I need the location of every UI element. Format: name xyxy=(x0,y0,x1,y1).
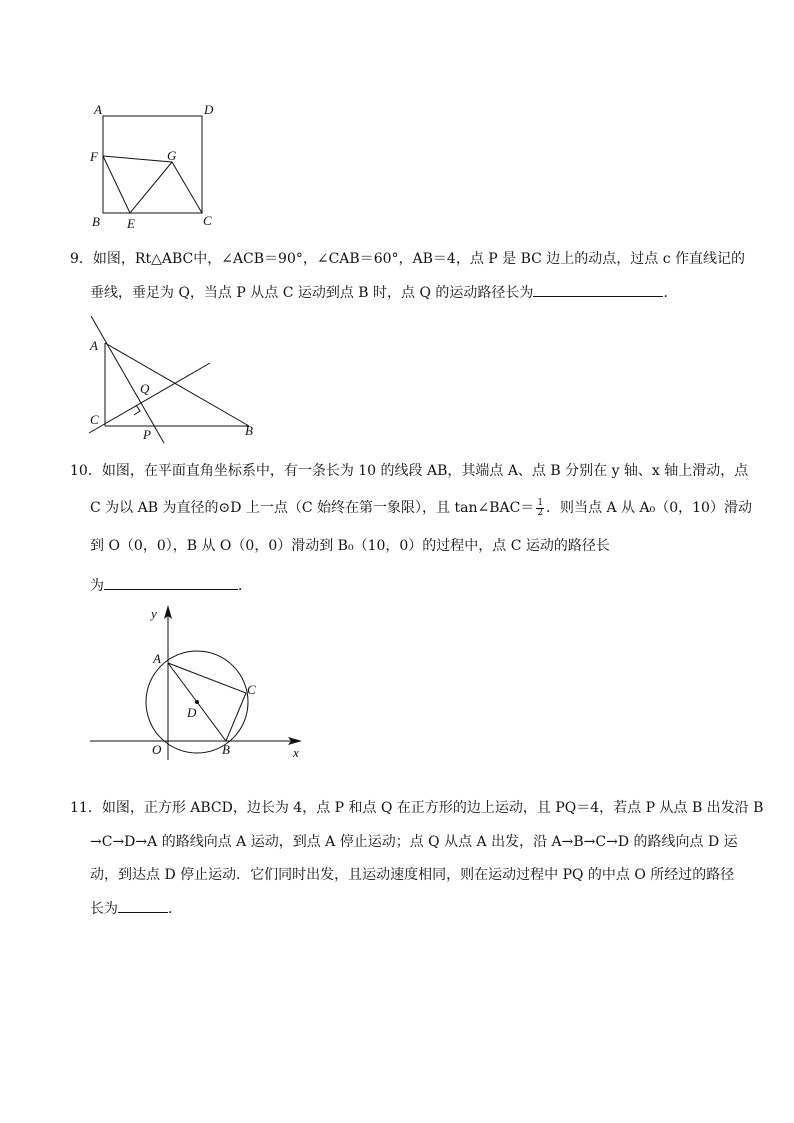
label-y: y xyxy=(151,606,157,621)
label-a: A xyxy=(94,102,102,117)
q10-line-4 xyxy=(90,575,252,596)
q9-line-2-text: 垂线，垂足为 Q，当点 P 从点 C 运动到点 B 时，点 Q 的运动路径长为 xyxy=(90,285,534,301)
q10-line-2-pre: C 为以 AB 为直径的⊙D 上一点（C 始终在第一象限），且 tan∠BAC＝ xyxy=(90,500,535,516)
figure-q9-triangle xyxy=(84,313,274,445)
q9-line-1: 9．如图，Rt△ABC中，∠ACB＝90°，∠CAB＝60°，AB＝4，点 P 是 BC 边上的动点，过点 c 作直线记的 xyxy=(70,251,746,267)
path-f-g-c xyxy=(103,156,202,213)
label-c: C xyxy=(203,213,212,228)
q11-line-4-pre: 长为 xyxy=(90,901,118,917)
label-o: O xyxy=(152,742,162,757)
q10-line-3: 到 O（0，0），B 从 O（0，0）滑动到 B₀（10，0）的过程中，点 C 运动的路径长 xyxy=(90,538,610,554)
q10-line-4-end: ． xyxy=(238,578,252,594)
triangle-abc xyxy=(168,663,246,741)
q9-line-2 xyxy=(90,282,677,303)
label-a: A xyxy=(90,338,98,353)
q10-line-1: 10．如图，在平面直角坐标系中，有一条长为 10 的线段 AB，其端点 A、点 B 分别在 y 轴、x 轴上滑动，点 xyxy=(70,463,749,479)
side-ab xyxy=(105,343,249,426)
label-b: B xyxy=(222,742,230,757)
label-f: F xyxy=(90,149,98,164)
q10-answer-blank[interactable] xyxy=(104,575,238,590)
q11-line-1: 11．如图，正方形 ABCD，边长为 4，点 P 和点 Q 在正方形的边上运动，且 PQ＝4，若点 P 从点 B 出发沿 B xyxy=(70,800,764,816)
label-d: D xyxy=(187,705,197,720)
fraction-one-half xyxy=(536,499,544,518)
q10-line-2-post: ．则当点 A 从 A₀（0，10）滑动 xyxy=(546,500,752,516)
q10-line-2 xyxy=(90,498,752,518)
q9-line-2-end: ． xyxy=(663,285,678,301)
label-c: C xyxy=(247,682,256,697)
q11-line-4 xyxy=(90,898,182,919)
q10-line-4-pre: 为 xyxy=(90,578,104,594)
figure-square-abcd xyxy=(84,98,224,234)
label-a: A xyxy=(153,651,161,666)
label-p: P xyxy=(143,427,151,442)
label-b: B xyxy=(92,214,100,229)
line-ap xyxy=(91,316,164,443)
label-e: E xyxy=(127,216,135,231)
square-outline xyxy=(103,116,202,213)
center-d-dot xyxy=(195,700,199,704)
path-f-e-g xyxy=(103,156,172,213)
label-q: Q xyxy=(140,381,150,396)
perpendicular-cq xyxy=(89,363,210,433)
q11-line-2: →C→D→A 的路线向点 A 运动，到点 A 停止运动；点 Q 从点 A 出发，沿 A→B→C→D 的路线向点 D 运 xyxy=(90,834,738,850)
q9-answer-blank[interactable] xyxy=(533,282,663,297)
q11-answer-blank[interactable] xyxy=(118,898,168,913)
fraction-denominator: 2 xyxy=(537,507,544,518)
label-d: D xyxy=(204,102,214,117)
figure-q10-coordinate xyxy=(84,600,314,765)
q11-line-4-end: ． xyxy=(168,901,182,917)
label-g: G xyxy=(167,148,177,163)
q11-line-3: 动，到达点 D 停止运动．它们同时出发，且运动速度相同，则在运动过程中 PQ 的中点 O 所经过的路径 xyxy=(90,867,735,883)
label-c: C xyxy=(90,412,99,427)
label-b: B xyxy=(245,423,253,438)
label-x: x xyxy=(293,745,299,760)
fraction-numerator: 1 xyxy=(537,497,544,508)
